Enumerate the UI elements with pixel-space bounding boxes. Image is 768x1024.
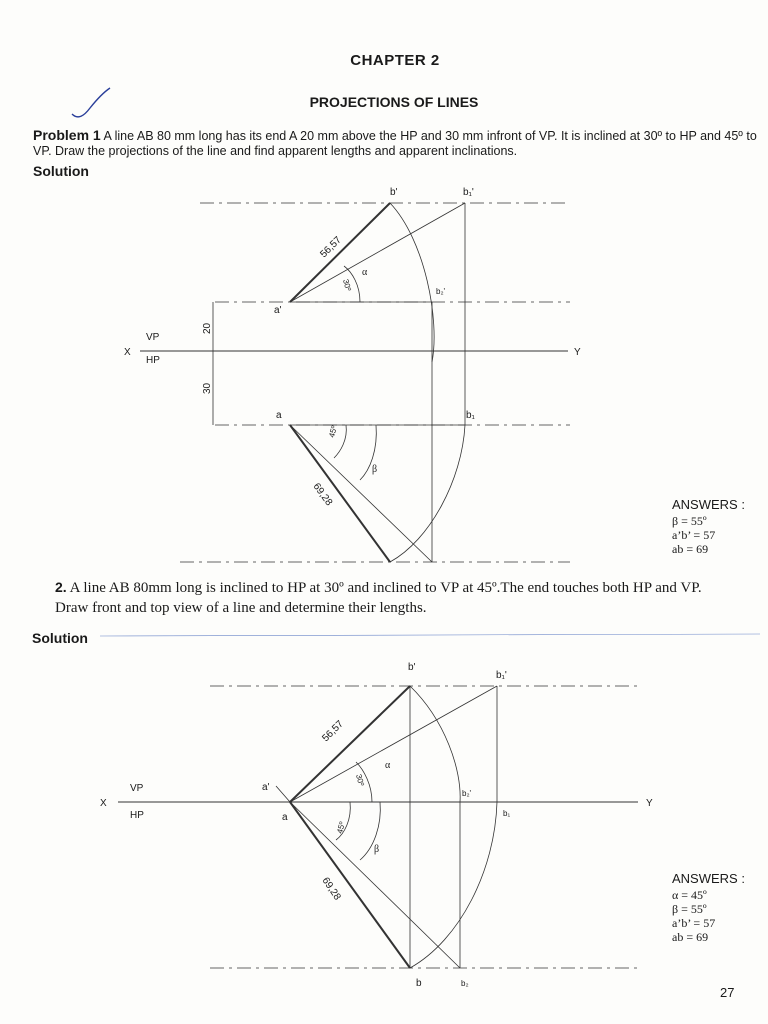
label-a: a <box>282 812 288 823</box>
problem-1-label: Problem 1 <box>33 127 101 143</box>
label-b: b <box>416 978 422 989</box>
page-number: 27 <box>720 985 735 1000</box>
label-a-prime: a' <box>274 305 282 316</box>
answers-2-line: ab = 69 <box>672 930 709 944</box>
angle-label-30: 30º <box>341 278 353 292</box>
dim-30-label: 30 <box>202 382 213 394</box>
problem-1-text: A line AB 80 mm long has its end A 20 mm above the HP and 30 mm infront of VP. It is inclined at 30º to HP and 45º to VP. Draw the projections of the line and find apparent lengths and apparent inclinations. <box>33 129 757 158</box>
label-b-prime: b' <box>390 187 398 198</box>
label-y: Y <box>574 347 581 358</box>
answers-2-heading: ANSWERS : <box>672 871 745 886</box>
label-b1: b₁ <box>503 809 511 818</box>
label-vp: VP <box>130 783 144 794</box>
solution-2-label: Solution <box>32 630 88 646</box>
angle-alpha: α <box>385 760 391 771</box>
answers-2-line: α = 45º <box>672 888 707 902</box>
answers-2-line: β = 55º <box>672 902 707 916</box>
line-a-b2 <box>290 802 460 968</box>
label-hp: HP <box>130 810 144 821</box>
solution-1-label: Solution <box>33 163 89 179</box>
answers-2 <box>672 872 745 944</box>
line-a-prime-b1-prime <box>290 686 497 802</box>
length-label-front: 56,57 <box>320 718 346 745</box>
arc-front <box>410 686 460 802</box>
angle-alpha: α <box>362 267 368 278</box>
problem-2-text: A line AB 80mm long is inclined to HP at 30º and inclined to VP at 45º.The end touches both HP and VP. Draw front and top view of a line and determine their lengths. <box>55 580 702 616</box>
section-title: PROJECTIONS OF LINES <box>309 94 479 110</box>
label-b1-prime: b₁' <box>496 670 507 681</box>
problem-2-number: 2. <box>55 579 67 595</box>
label-b1: b₁ <box>466 410 475 421</box>
label-y: Y <box>646 798 653 809</box>
label-b-prime: b' <box>408 662 416 673</box>
answers-1-heading: ANSWERS : <box>672 497 745 512</box>
answers-1-line: ab = 69 <box>672 542 709 556</box>
angle-beta: β <box>372 464 378 475</box>
angle-label-30: 30º <box>354 773 366 787</box>
dim-20-label: 20 <box>202 322 213 334</box>
arc-top <box>410 802 497 968</box>
angle-label-45: 45º <box>335 820 347 835</box>
label-b1-prime: b₁' <box>463 187 474 198</box>
length-label-top: 69,28 <box>319 875 343 903</box>
true-length-top-view <box>290 802 410 968</box>
chapter-heading: CHAPTER 2 <box>350 52 440 69</box>
angle-beta: β <box>374 844 380 855</box>
true-length-front-view <box>290 686 410 802</box>
angle-label-45: 45º <box>327 424 339 439</box>
label-x: X <box>100 798 107 809</box>
label-a-prime: a' <box>262 782 270 793</box>
length-label-front: 56,57 <box>318 234 344 261</box>
answers-1-line: β = 55º <box>672 514 707 528</box>
label-hp: HP <box>146 355 160 366</box>
label-a: a <box>276 410 282 421</box>
label-b2-prime: b₂' <box>436 287 446 296</box>
answers-1-line: a’b’ = 57 <box>672 528 716 542</box>
label-b2-prime: b₂' <box>462 789 472 798</box>
label-x: X <box>124 347 131 358</box>
extension-line <box>276 786 290 802</box>
label-vp: VP <box>146 332 160 343</box>
blue-rule <box>100 634 760 636</box>
answers-2-line: a’b’ = 57 <box>672 916 716 930</box>
length-label-top: 69,28 <box>310 481 335 509</box>
label-b2: b₂ <box>461 979 469 988</box>
